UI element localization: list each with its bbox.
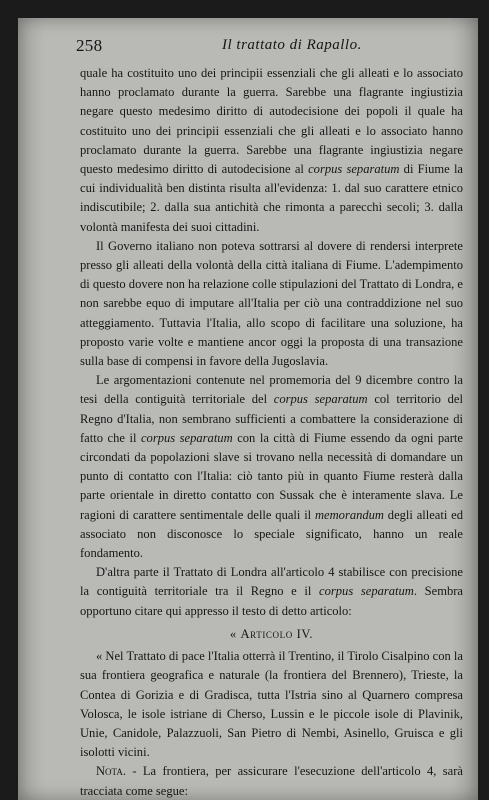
running-title: Il trattato di Rapallo. (222, 37, 362, 53)
paragraph-6 (80, 762, 463, 800)
paragraph-1-text-a: quale ha costituito uno dei principii essenziali che gli alleati e lo associato hanno proclamato durante la guerra. Sarebbe una flagrante ingiustizia negare questo medesimo diritto di autodecisione dei popoli il quale ha costituito uno dei principii essenziali che gli alleati e lo associato hanno proclamato durante la guerra. Sarebbe una flagrante ingiustizia negare questo medesimo diritto di autodecisione al (80, 66, 463, 177)
paragraph-3 (80, 371, 463, 563)
paragraph-3-text-g: degli alleati ed associato non disconosce lo speciale significato, hanno un reale fondamento. (80, 507, 464, 561)
paragraph-3-italic-term-3: memorandum (314, 507, 384, 522)
paragraph-3-italic-term-1: corpus separatum (273, 392, 368, 407)
paragraph-1 (80, 64, 463, 237)
body-text (80, 64, 463, 800)
article-heading-open: « (229, 626, 241, 641)
nota-label: Nota. (96, 764, 126, 779)
article-heading-word: Articolo (240, 626, 293, 641)
paragraph-2: Il Governo italiano non poteva sottrarsi al dovere di rendersi interprete presso gli alleati della volontà della città italiana di Fiume. L'adempimento di questo dovere non ha relazione colle stipulazioni del Trattato di Londra, e non sarebbe equo di imputare all'Italia per ciò una contraddizione nel suo atteggiamento. Tuttavia l'Italia, allo scopo di facilitare una soluzione, ha proposto varie volte e mantiene ancor oggi la proposta di una transazione sulla base di compensi in favore della Jugoslavia. (80, 238, 463, 369)
paragraph-3-text-a: Le argomentazioni contenute nel promemoria del 9 dicembre contro la tesi della contiguità territoriale del (80, 373, 463, 407)
paragraph-4-italic-term: corpus separatum (319, 584, 414, 599)
nota-text: - La frontiera, per assicurare l'esecuzione dell'articolo 4, sarà tracciata come segue: (80, 764, 463, 798)
paragraph-5: « Nel Trattato di pace l'Italia otterrà il Trentino, il Tirolo Cisalpino con la sua frontiera geografica e naturale (la frontiera del Brennero), Trieste, la Contea di Gorizia e di Gradisca, tutta l'Istria sino al Quarnero compresa Volosca, le isole istriane di Cherso, Lussin e le piccole isole di Plavinik, Unie, Canidole, Palazzuoli, San Pietro di Nembi, Asinello, Gruisca e gli isolotti vicini. (80, 649, 463, 760)
paragraph-1-italic-term: corpus separatum (308, 162, 400, 177)
paragraph-4-text-c: . Sembra opportuno citare qui appresso il testo di detto articolo: (80, 584, 463, 618)
paragraph-3-text-e: con la città di Fiume essendo da ogni parte circondati da popolazioni slave si trovano nella necessità di domandare un punto di contatto con l'Italia: ciò tanto più in quanto Fiume resterà dalla parte orientale in diretto contatto con Sussak che è interamente slava. Le ragioni di carattere sentimentale delle quali il (80, 430, 463, 522)
article-heading (80, 625, 463, 644)
article-heading-numeral: IV. (292, 626, 314, 641)
paragraph-3-text-c: col territorio del Regno d'Italia, non sembrano sufficienti a combattere la considerazione di fatto che il (80, 392, 463, 445)
running-head (76, 36, 456, 62)
paragraph-3-italic-term-2: corpus separatum (140, 430, 233, 445)
book-page (18, 18, 478, 800)
paragraph-4 (80, 563, 463, 621)
page-number: 258 (76, 36, 103, 55)
paragraph-1-text-c: di Fiume la cui individualità ben distinta risulta all'evidenza: 1. dal suo carattere etnico indiscutibile; 2. dalla sua antichità che rimonta a parecchi secoli; 3. dalla volontà manifesta dei suoi cittadini. (80, 162, 463, 234)
paragraph-4-text-a: D'altra parte il Trattato di Londra all'articolo 4 stabilisce con precisione la contiguità territoriale tra il Regno e il (80, 565, 463, 599)
